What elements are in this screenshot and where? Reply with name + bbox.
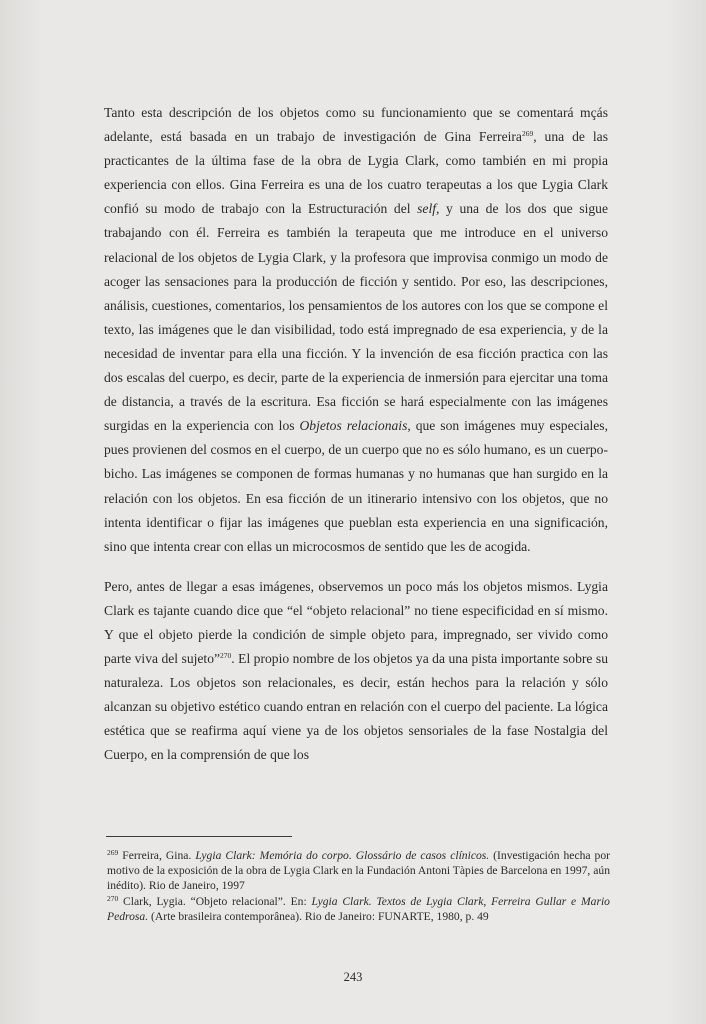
text-run: Tanto esta descripción de los objetos como su funcionamiento que se comentará mçás adelante, está basada en un trabajo de investigación de Gina Ferreira: [104, 105, 608, 145]
footnote-marker: 270: [107, 893, 119, 903]
italic-text: Lygia Clark: Memória do corpo. Glossário de casos clínicos.: [195, 849, 490, 862]
text-run: , y una de los dos que sigue trabajando con él. Ferreira es también la terapeuta que me introduce en el universo relacional de los objetos de Lygia Clark, y la profesora que improvisa conmigo un modo de acoger las sensaciones para la producción de ficción y sentido. Por eso, las descripciones, análisis, cuestiones, comentarios, los pensamientos de los autores con los que se compone el texto, las imágenes que le dan visibilidad, todo está impregnado de esa experiencia, y de la necesidad de inventar para ella una ficción. Y la invención de esa ficción practica con las dos escalas del cuerpo, es decir, parte de la experiencia de inmersión para ejercitar una toma de distancia, a través de la escritura. Esa ficción se hará especialmente con las imágenes surgidas en la experiencia con los: [104, 201, 609, 434]
text-run: (Investigación hecha por motivo de la exposición de la obra de Lygia Clark en la Fundación Antoni Tàpies de Barcelona en 1997, aún inédito). Rio de Janeiro, 1997: [107, 849, 611, 893]
text-run: (Arte brasileira contemporânea). Rio de Janeiro: FUNARTE, 1980, p. 49: [148, 909, 489, 923]
page-number: 243: [343, 970, 363, 984]
text-run: Clark, Lygia. “Objeto relacional”. En:: [118, 894, 312, 908]
italic-text: Objetos relacionais: [299, 418, 408, 434]
text-run: Ferreira, Gina.: [118, 849, 196, 862]
body-text: [104, 101, 608, 768]
text-run: Pero, antes de llegar a esas imágenes, observemos un poco más los objetos mismos. Lygia Clark es tajante cuando dice que “el “objeto relacional” no tiene especificidad en sí mismo. Y que el objeto pierde la condición de simple objeto para, impregnado, ser vivido como parte viva del sujeto”: [104, 578, 608, 667]
text-run: , que son imágenes muy especiales, pues provienen del cosmos en el cuerpo, de un cuerpo que no es sólo humano, es un cuerpo-bicho. Las imágenes se componen de formas humanas y no humanas que han surgido en la relación con los objetos. En esa ficción de un itinerario intensivo con los objetos, que no intenta identificar o fijar las imágenes que pueblan esta experiencia en una significación, sino que intenta crear con ellas un microcosmos de sentido que les de acogida.: [104, 418, 608, 554]
text-run: . El propio nombre de los objetos ya da una pista importante sobre su naturaleza. Los objetos son relacionales, es decir, están hechos para la relación y sólo alcanzan su objetivo estético cuando entran en relación con el cuerpo del paciente. La lógica estética que se reafirma aquí viene ya de los objetos sensoriales de la fase Nostalgia del Cuerpo, en la comprensión de que los: [104, 651, 608, 763]
footnote: [107, 848, 610, 894]
footnotes: [107, 848, 610, 924]
paragraph: [104, 575, 608, 768]
footnote-marker: 269: [521, 129, 534, 139]
paragraph: [104, 101, 608, 559]
italic-text: self: [417, 201, 437, 217]
footnote-marker: 270: [220, 651, 232, 661]
footnote: [107, 894, 610, 924]
footnote-marker: 269: [107, 848, 119, 857]
footnote-separator: [106, 836, 292, 837]
italic-text: Lygia Clark. Textos de Lygia Clark, Ferreira Gullar e Mario Pedrosa.: [107, 894, 610, 923]
text-run: , una de las practicantes de la última fase de la obra de Lygia Clark, como también en mi propia experiencia con ellos. Gina Ferreira es una de los cuatro terapeutas a los que Lygia Clark confió su modo de trabajo con la Estructuración del: [104, 129, 608, 217]
